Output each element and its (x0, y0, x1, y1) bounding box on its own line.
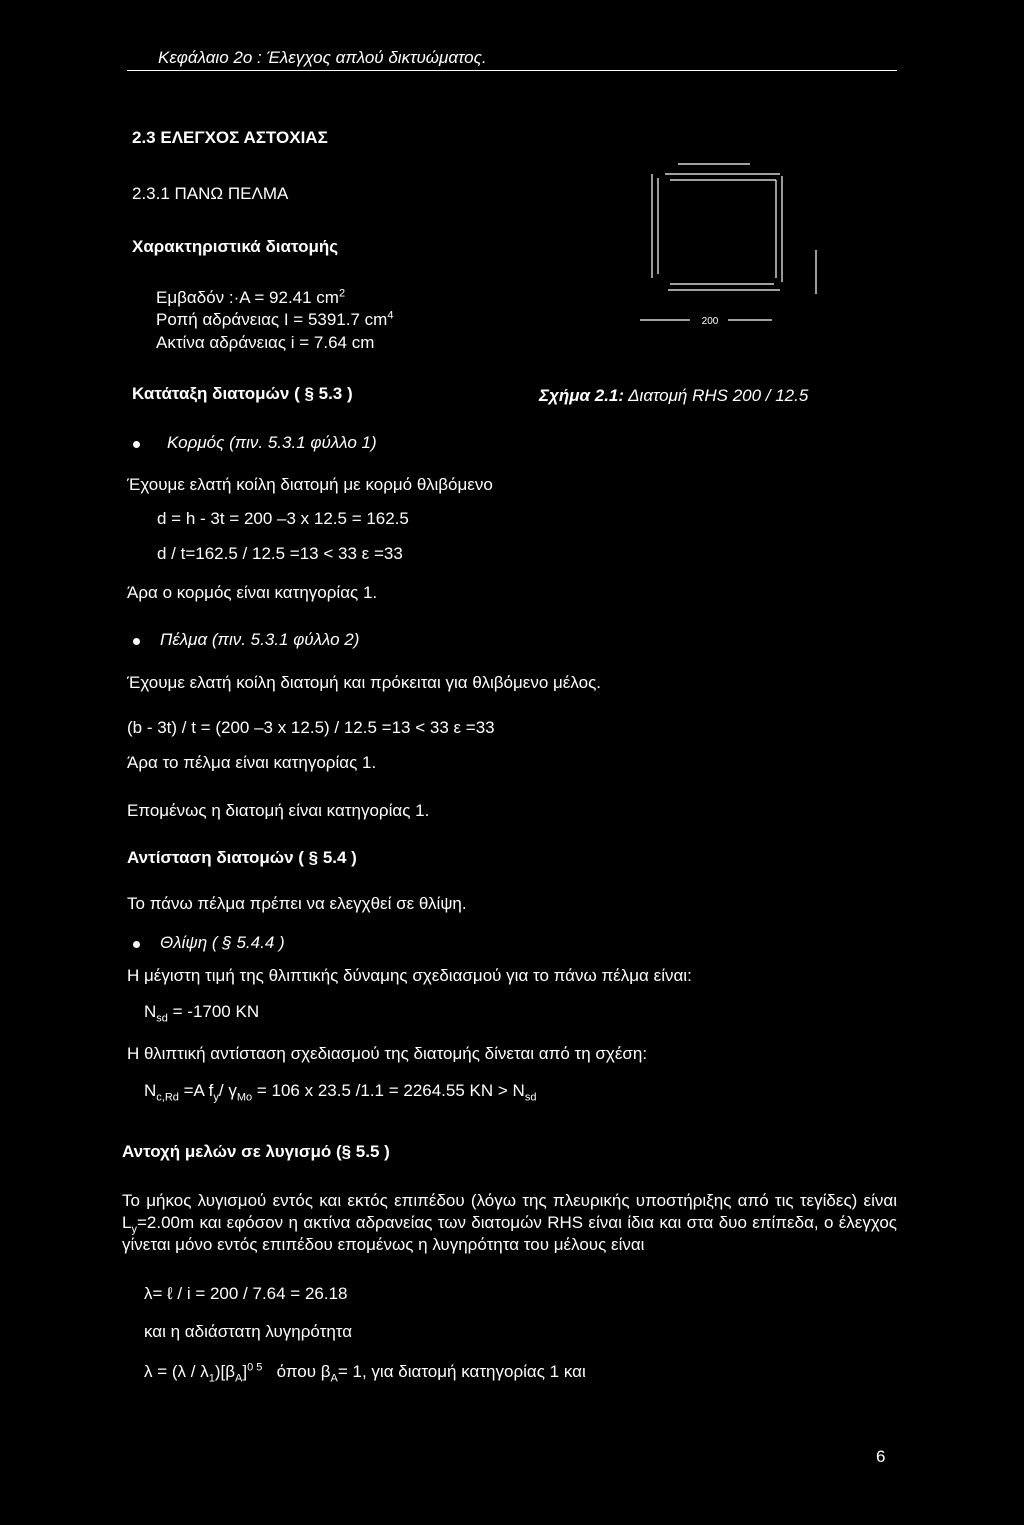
resistance-heading: Αντίσταση διατομών ( § 5.4 ) (127, 848, 357, 867)
radius-line: Ακτίνα αδράνειας i = 7.64 cm (156, 333, 375, 352)
ncrd-equation: $N_{c,Rd} =A$ $f_y/$ $\gamma_{Mo} = 106$ x 23.5 /1.1 = 2264.55 KN > $N_{sd}$ (144, 1081, 537, 1104)
compression-bullet-text: Θλίψη ( § 5.4.4 ) (160, 933, 285, 952)
web-eq2: d / t=162.5 / 12.5 =13 < 33 ε =33 (157, 544, 403, 563)
flange-bullet-text: Πέλμα (πιν. 5.3.1 φύλλο 2) (160, 630, 360, 649)
inertia-line: Ροπή αδράνειας Ι = 5391.7 $cm^4$ (156, 309, 394, 329)
bullet-compression (133, 941, 140, 948)
nsd-equation: $N_{sd} = -1700$ KN (144, 1002, 260, 1025)
rhs-section-figure (640, 158, 830, 328)
web-eq1: d = h - 3t = 200 –3 x 12.5 = 162.5 (157, 509, 409, 528)
header-rule (127, 70, 897, 71)
figure-caption: Σχήμα 2.1: Διατομή RHS 200 / 12.5 (539, 386, 809, 405)
web-line1: Έχουμε ελατή κοίλη διατομή με κορμό θλιβόμενο (127, 475, 493, 494)
design-resistance-text: Η θλιπτική αντίσταση σχεδιασμού της διατομής δίνεται από τη σχέση: (127, 1044, 648, 1063)
flange-eq: (b - 3t) / t = (200 –3 x 12.5) / 12.5 =13 < 33 ε =33 (127, 718, 495, 737)
dimensionless-text: και η αδιάστατη λυγηρότητα (144, 1322, 353, 1341)
max-force-text: Η μέγιστη τιμή της θλιπτικής δύναμης σχεδιασμού για το πάνω πέλμα είναι: (127, 966, 692, 985)
classification-heading: Κατάταξη διατομών ( § 5.3 ) (132, 384, 353, 403)
bullet-web (133, 441, 140, 448)
bullet-flange (133, 638, 140, 645)
web-bullet-text: Κορμός (πιν. 5.3.1 φύλλο 1) (167, 433, 377, 452)
flange-line1: Έχουμε ελατή κοίλη διατομή και πρόκειται για θλιβόμενο μέλος. (127, 673, 601, 692)
web-result: Άρα ο κορμός είναι κατηγορίας 1. (127, 583, 378, 602)
lambda-equation: λ= ℓ / i = 200 / 7.64 = 26.18 (144, 1284, 348, 1303)
buckling-paragraph: Το μήκος λυγισμού εντός και εκτός επιπέδου (λόγω της πλευρικής υποστήριξης από τις τεγίδες) είναι $L_y=2.00m$ και εφόσον η ακτίνα αδρανείας των διατομών RHS είναι ίδια και στα δυο επίπεδα, ο έλεγχος γίνεται μόνο εντός επιπέδου επομένως η λυγηρότητα του μέλους είναι (122, 1191, 897, 1254)
section-subtitle: 2.3.1 ΠΑΝΩ ΠΕΛΜΑ (132, 184, 289, 203)
area-line: Εμβαδόν :·Α = 92.41 $cm^2$ (156, 287, 346, 307)
slenderness-formula: $\lambda = (\lambda / \lambda_1)[\beta_A]^{0 5}$ όπου $\beta_A= 1$, για διατομή κατηγορίας 1 και (144, 1361, 586, 1385)
dimension-label: 200 (701, 316, 719, 327)
chapter-header: Κεφάλαιο 2ο : Έλεγχος απλού δικτυώματος. (158, 48, 487, 67)
buckling-heading: Αντοχή μελών σε λυγισμό (§ 5.5 ) (122, 1142, 390, 1161)
section-props-heading: Χαρακτηριστικά διατομής (132, 237, 339, 256)
resistance-intro: Το πάνω πέλμα πρέπει να ελεγχθεί σε θλίψη. (127, 894, 467, 913)
page-number: 6 (876, 1447, 886, 1466)
flange-result: Άρα το πέλμα είναι κατηγορίας 1. (127, 753, 377, 772)
overall-result: Επομένως η διατομή είναι κατηγορίας 1. (127, 801, 430, 820)
section-title: 2.3 ΕΛΕΓΧΟΣ ΑΣΤΟΧΙΑΣ (132, 128, 328, 147)
